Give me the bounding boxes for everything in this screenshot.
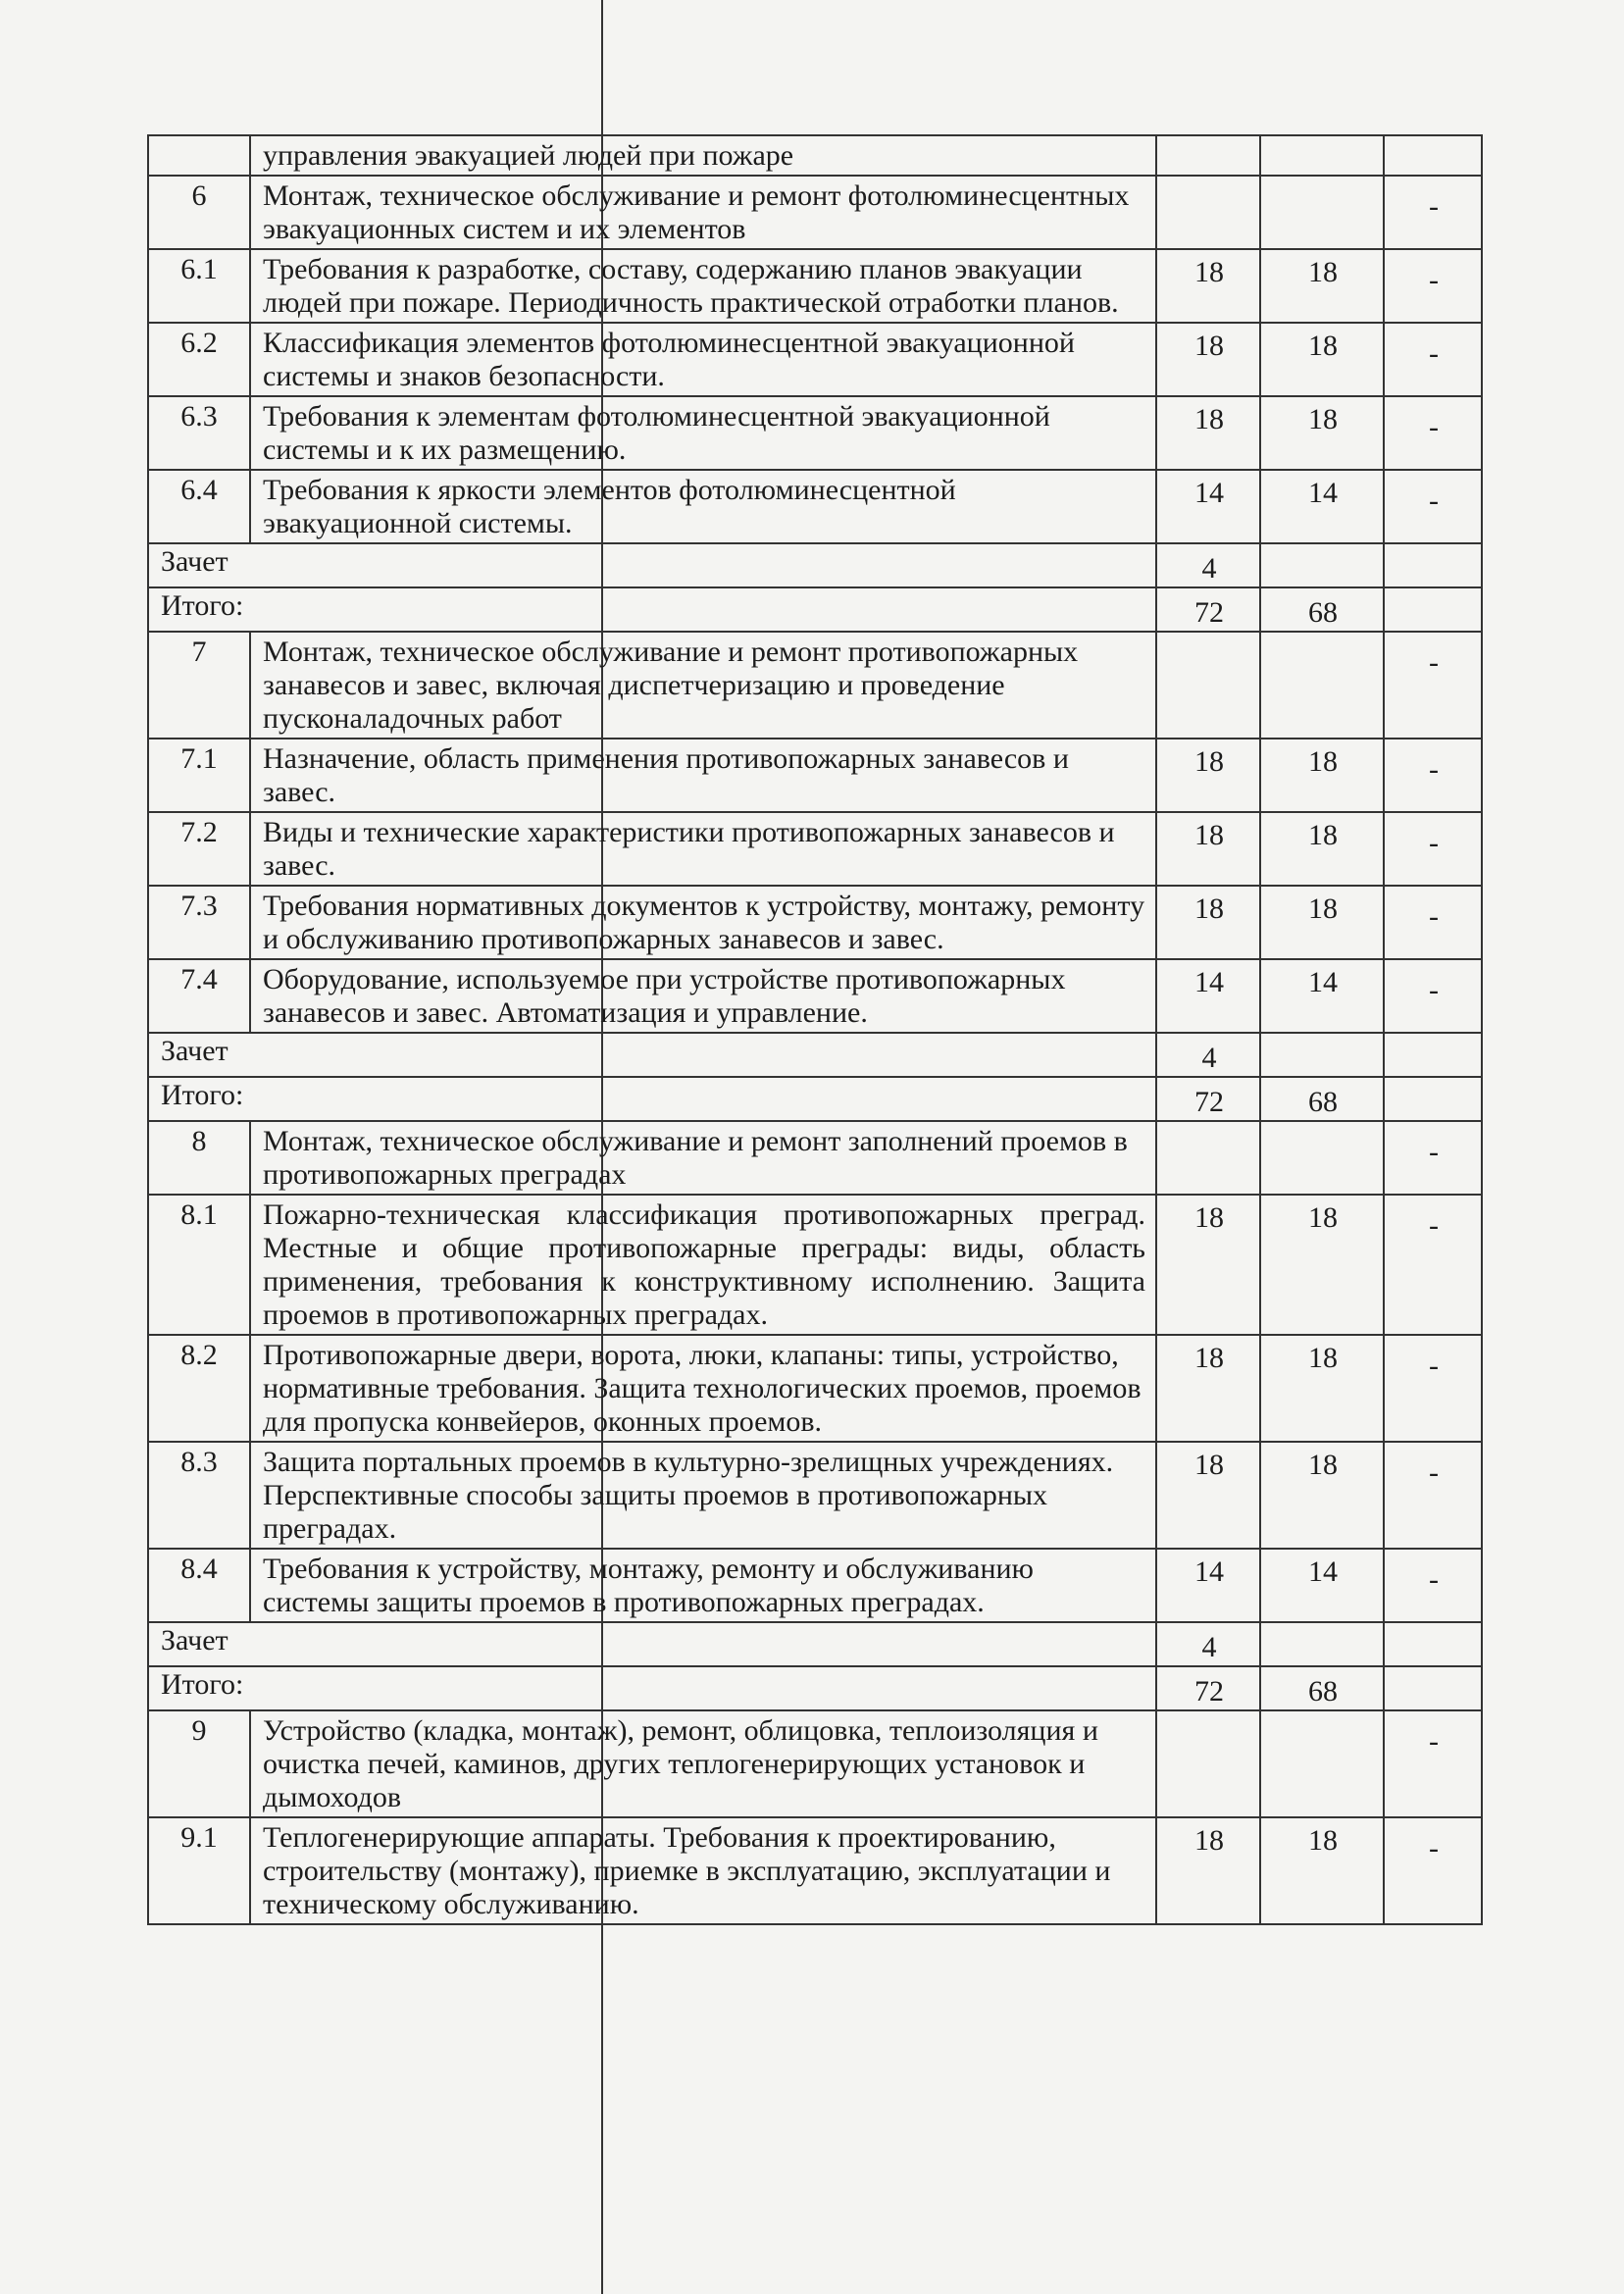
practice-cell: - [1384,812,1482,886]
subsection-text: Пожарно-техническая классификация противопожарных преград. Местные и общие противопожарные преграды: виды, область применения, требования к конструктивному исполнению. Защита проемов в противопожарных преградах. [250,1195,1156,1335]
practice-cell [1384,1077,1482,1121]
hours-lecture-cell: 18 [1260,249,1384,323]
credit-hours: 4 [1156,543,1260,587]
subsection-row [148,1335,1482,1442]
section-num: 6 [148,176,250,249]
subsection-num: 7.4 [148,959,250,1033]
subsection-row [148,886,1482,959]
total-lecture-hours: 68 [1260,1666,1384,1710]
hours-total-cell [1156,1710,1260,1817]
hours-lecture-cell: 18 [1260,1335,1384,1442]
subsection-num: 8.3 [148,1442,250,1549]
hours-total-cell: 14 [1156,470,1260,543]
total-lecture-hours: 68 [1260,1077,1384,1121]
hours-total-cell: 18 [1156,1817,1260,1924]
hours-lecture-cell: 18 [1260,323,1384,396]
hours-lecture-cell: 14 [1260,470,1384,543]
hours-lecture-cell: 18 [1260,1817,1384,1924]
practice-cell [1384,543,1482,587]
section-row [148,1710,1482,1817]
subsection-num: 8.2 [148,1335,250,1442]
hours-total-cell: 18 [1156,1195,1260,1335]
practice-cell: - [1384,1710,1482,1817]
credit-row [148,1622,1482,1666]
subsection-row [148,1442,1482,1549]
section-row [148,176,1482,249]
subsection-num: 8.1 [148,1195,250,1335]
section-row [148,632,1482,739]
total-row [148,587,1482,632]
section-title: Монтаж, техническое обслуживание и ремонт фотолюминесцентных эвакуационных систем и их элементов [250,176,1156,249]
hours-lecture-cell [1260,176,1384,249]
hours-total-cell: 18 [1156,249,1260,323]
hours-total-cell: 18 [1156,1335,1260,1442]
practice-cell: - [1384,739,1482,812]
num-cell [148,135,250,176]
curriculum-table-body [148,135,1482,1924]
total-hours: 72 [1156,1077,1260,1121]
total-hours: 72 [1156,1666,1260,1710]
practice-cell: - [1384,323,1482,396]
section-title: Устройство (кладка, монтаж), ремонт, облицовка, теплоизоляция и очистка печей, каминов, других теплогенерирующих установок и дымоходов [250,1710,1156,1817]
hours-total-cell [1156,1121,1260,1195]
subsection-text: Оборудование, используемое при устройстве противопожарных занавесов и завес. Автоматизация и управление. [250,959,1156,1033]
hours-lecture-cell [1260,1033,1384,1077]
credit-row [148,1033,1482,1077]
credit-label: Зачет [148,543,1156,587]
hours-lecture-cell [1260,632,1384,739]
subsection-num: 6.1 [148,249,250,323]
credit-label: Зачет [148,1622,1156,1666]
practice-cell: - [1384,1121,1482,1195]
practice-cell: - [1384,1195,1482,1335]
hours-lecture-cell: 18 [1260,886,1384,959]
subsection-text: Теплогенерирующие аппараты. Требования к проектированию, строительству (монтажу), приемке в эксплуатацию, эксплуатации и техническому обслуживанию. [250,1817,1156,1924]
hours-total-cell: 18 [1156,886,1260,959]
subsection-row [148,470,1482,543]
practice-cell: - [1384,1549,1482,1622]
subsection-row [148,396,1482,470]
hours-total-cell [1156,135,1260,176]
hours-total-cell [1156,632,1260,739]
subsection-row [148,249,1482,323]
total-label: Итого: [148,1077,1156,1121]
practice-cell [1384,587,1482,632]
hours-lecture-cell: 14 [1260,1549,1384,1622]
section-num: 7 [148,632,250,739]
section-title: Монтаж, техническое обслуживание и ремонт противопожарных занавесов и завес, включая диспетчеризацию и проведение пусконаладочных работ [250,632,1156,739]
subsection-text: Требования к элементам фотолюминесцентной эвакуационной системы и к их размещению. [250,396,1156,470]
credit-hours: 4 [1156,1033,1260,1077]
practice-cell: - [1384,396,1482,470]
subsection-num: 7.3 [148,886,250,959]
practice-cell [1384,135,1482,176]
subsection-text: Назначение, область применения противопожарных занавесов и завес. [250,739,1156,812]
subsection-num: 7.1 [148,739,250,812]
credit-label: Зачет [148,1033,1156,1077]
practice-cell: - [1384,249,1482,323]
practice-cell: - [1384,959,1482,1033]
total-row [148,1077,1482,1121]
total-label: Итого: [148,587,1156,632]
subsection-num: 6.2 [148,323,250,396]
subsection-text: Требования к яркости элементов фотолюминесцентной эвакуационной системы. [250,470,1156,543]
hours-total-cell: 14 [1156,1549,1260,1622]
hours-lecture-cell: 18 [1260,396,1384,470]
practice-cell: - [1384,176,1482,249]
hours-lecture-cell [1260,1710,1384,1817]
subsection-num: 6.4 [148,470,250,543]
hours-total-cell: 14 [1156,959,1260,1033]
section-title: Монтаж, техническое обслуживание и ремонт заполнений проемов в противопожарных преградах [250,1121,1156,1195]
hours-total-cell [1156,176,1260,249]
hours-lecture-cell [1260,135,1384,176]
subsection-row [148,1549,1482,1622]
subsection-num: 7.2 [148,812,250,886]
practice-cell: - [1384,1817,1482,1924]
topic-cell: управления эвакуацией людей при пожаре [250,135,1156,176]
section-num: 8 [148,1121,250,1195]
subsection-num: 8.4 [148,1549,250,1622]
hours-total-cell: 18 [1156,396,1260,470]
practice-cell: - [1384,470,1482,543]
section-num: 9 [148,1710,250,1817]
hours-total-cell: 18 [1156,812,1260,886]
practice-cell: - [1384,1335,1482,1442]
total-hours: 72 [1156,587,1260,632]
total-row [148,1666,1482,1710]
subsection-text: Классификация элементов фотолюминесцентной эвакуационной системы и знаков безопасности. [250,323,1156,396]
subsection-text: Требования к устройству, монтажу, ремонту и обслуживанию системы защиты проемов в противопожарных преградах. [250,1549,1156,1622]
practice-cell [1384,1622,1482,1666]
subsection-text: Требования нормативных документов к устройству, монтажу, ремонту и обслуживанию противопожарных занавесов и завес. [250,886,1156,959]
subsection-row [148,1195,1482,1335]
practice-cell [1384,1033,1482,1077]
hours-lecture-cell: 18 [1260,812,1384,886]
practice-cell: - [1384,886,1482,959]
subsection-row [148,1817,1482,1924]
practice-cell [1384,1666,1482,1710]
hours-total-cell: 18 [1156,1442,1260,1549]
curriculum-table [147,134,1483,1925]
subsection-row [148,812,1482,886]
subsection-num: 6.3 [148,396,250,470]
hours-lecture-cell: 18 [1260,1442,1384,1549]
hours-lecture-cell [1260,1121,1384,1195]
subsection-text: Защита портальных проемов в культурно-зрелищных учреждениях. Перспективные способы защиты проемов в противопожарных преградах. [250,1442,1156,1549]
credit-row [148,543,1482,587]
hours-lecture-cell: 14 [1260,959,1384,1033]
hours-total-cell: 18 [1156,739,1260,812]
subsection-text: Виды и технические характеристики противопожарных занавесов и завес. [250,812,1156,886]
table-row-continuation [148,135,1482,176]
subsection-row [148,739,1482,812]
hours-lecture-cell [1260,1622,1384,1666]
hours-lecture-cell [1260,543,1384,587]
hours-lecture-cell: 18 [1260,739,1384,812]
subsection-text: Противопожарные двери, ворота, люки, клапаны: типы, устройство, нормативные требования. Защита технологических проемов, проемов для пропуска конвейеров, оконных проемов. [250,1335,1156,1442]
subsection-text: Требования к разработке, составу, содержанию планов эвакуации людей при пожаре. Периодичность практической отработки планов. [250,249,1156,323]
hours-lecture-cell: 18 [1260,1195,1384,1335]
subsection-num: 9.1 [148,1817,250,1924]
total-label: Итого: [148,1666,1156,1710]
hours-total-cell: 18 [1156,323,1260,396]
subsection-row [148,959,1482,1033]
total-lecture-hours: 68 [1260,587,1384,632]
practice-cell: - [1384,632,1482,739]
subsection-row [148,323,1482,396]
credit-hours: 4 [1156,1622,1260,1666]
section-row [148,1121,1482,1195]
practice-cell: - [1384,1442,1482,1549]
